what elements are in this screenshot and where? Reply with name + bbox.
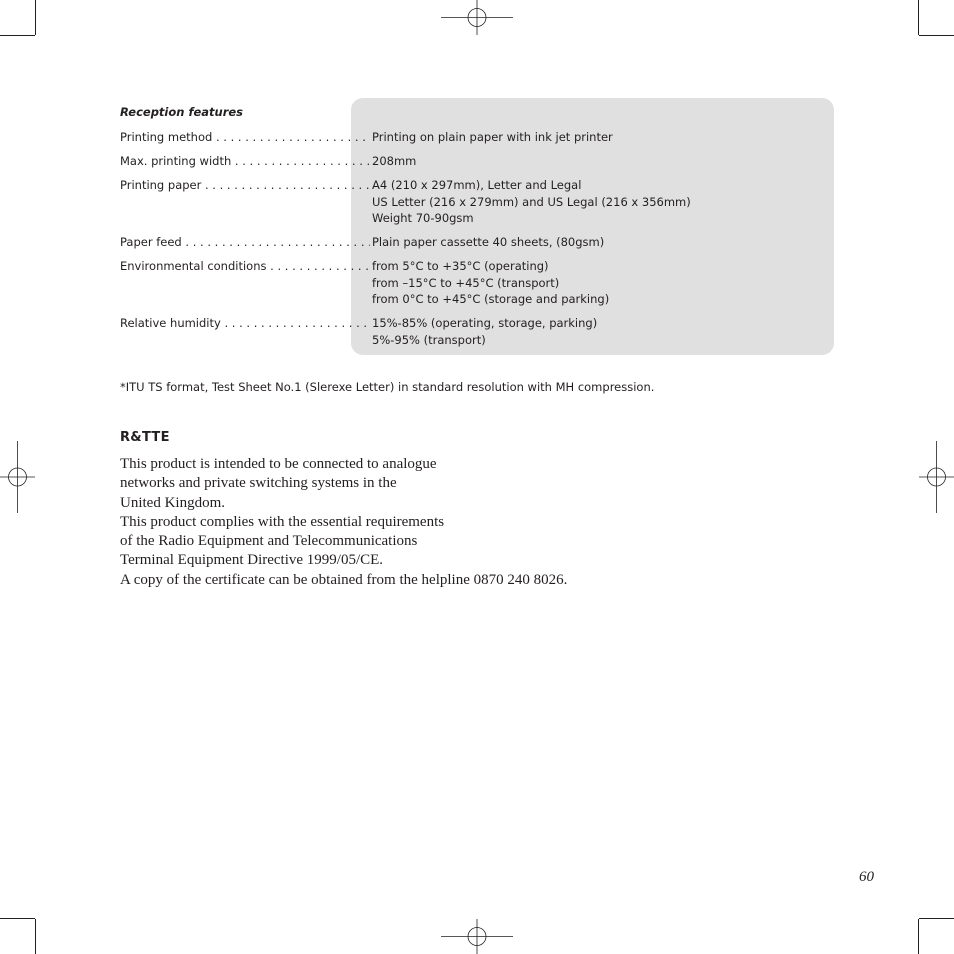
registration-mark-top — [441, 0, 513, 35]
spec-label-relative-humidity: Relative humidity . . . — [120, 315, 370, 332]
spec-label-printing-paper: Printing paper . . . — [120, 177, 370, 194]
registration-mark-left — [0, 441, 35, 513]
rtte-line: networks and private switching systems in the — [120, 475, 397, 492]
section-title-rtte: R&TTE — [120, 430, 170, 445]
spec-label-max-printing-width: Max. printing width . . . — [120, 153, 370, 170]
rtte-line: of the Radio Equipment and Telecommunications — [120, 533, 418, 550]
spec-label-environmental-conditions: Environmental conditions . . . — [120, 258, 370, 275]
spec-value-printing-method: Printing on plain paper with ink jet printer — [372, 130, 613, 144]
footnote: *ITU TS format, Test Sheet No.1 (Slerexe Letter) in standard resolution with MH compression. — [120, 380, 655, 394]
registration-mark-right — [919, 441, 954, 513]
registration-mark-bottom — [441, 919, 513, 954]
rtte-line: A copy of the certificate can be obtained from the helpline 0870 240 8026. — [120, 571, 568, 588]
spec-value-environmental-conditions: from 5°C to +35°C (operating) from –15°C to +45°C (transport) from 0°C to +45°C (storage and parking) — [372, 259, 610, 306]
rtte-line: This product complies with the essential requirements — [120, 513, 445, 530]
spec-value-max-printing-width: 208mm — [372, 154, 417, 168]
spec-value-printing-paper: A4 (210 x 297mm), Letter and Legal US Letter (216 x 279mm) and US Legal (216 x 356mm) Weight 70-90gsm — [372, 178, 691, 225]
rtte-body-text — [120, 455, 567, 590]
spec-value-paper-feed: Plain paper cassette 40 sheets, (80gsm) — [372, 235, 605, 249]
rtte-line: This product is intended to be connected to analogue — [120, 456, 437, 472]
rtte-line: United Kingdom. — [120, 494, 225, 511]
spec-label-printing-method: Printing method . . . — [120, 129, 370, 146]
rtte-line: Terminal Equipment Directive 1999/05/CE. — [120, 552, 384, 569]
spec-value-relative-humidity: 15%-85% (operating, storage, parking) 5%-95% (transport) — [372, 316, 598, 347]
spec-label-paper-feed: Paper feed . . . — [120, 234, 370, 251]
page-number: 60 — [859, 869, 874, 885]
section-title-reception-features: Reception features — [120, 105, 244, 119]
